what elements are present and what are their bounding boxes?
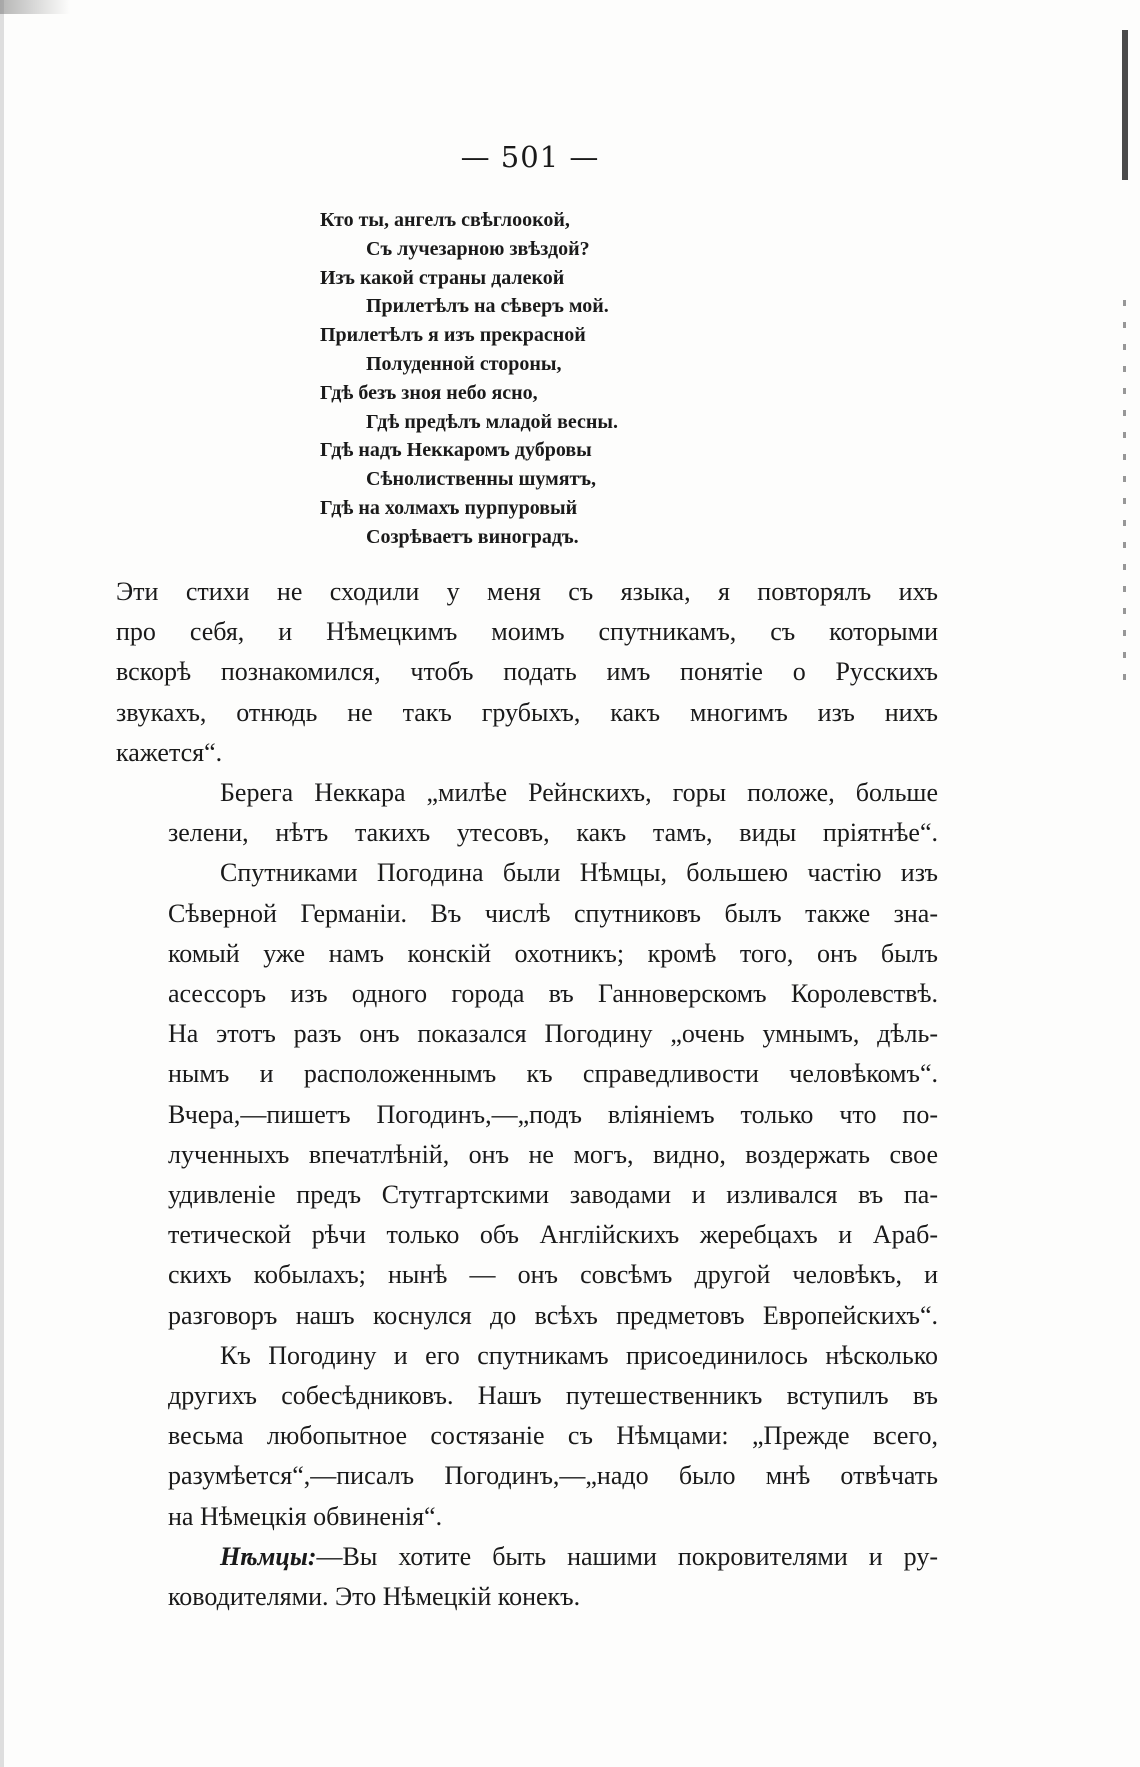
poem-line: Гдѣ предѣлъ младой весны.	[366, 410, 619, 433]
text-line: зелени, нѣтъ такихъ утесовъ, какъ тамъ, виды пріятнѣе“.	[168, 818, 938, 848]
text-line	[116, 1537, 938, 1577]
poem-line: Гдѣ надъ Неккаромъ дубровы	[320, 439, 592, 462]
text-line: Эти стихи не сходили у меня съ языка, я повторялъ ихъ	[116, 577, 938, 606]
poem-line: Прилетѣлъ на сѣверъ мой.	[366, 295, 609, 318]
text-line: Сѣверной Германіи. Въ числѣ спутниковъ былъ также зна-	[168, 898, 938, 928]
paragraph-5	[116, 1537, 938, 1617]
text-line: весьма любопытное состязаніе съ Нѣмцами: „Прежде всего,	[168, 1421, 938, 1451]
text-line: Берега Неккара „милѣе Рейнскихъ, горы положе, больше	[220, 778, 938, 808]
text-line: звукахъ, отнюдь не такъ грубыхъ, какъ многимъ изъ нихъ	[116, 697, 938, 727]
poem-line: Гдѣ на холмахъ пурпуровый	[320, 496, 578, 519]
text-line: Къ Погодину и его спутникамъ присоединилось нѣсколько	[220, 1340, 938, 1370]
paragraph-2	[116, 773, 938, 853]
poem-line: Кто ты, ангелъ свѣглоокой,	[320, 209, 570, 231]
poem-line: Сѣнолиственны шумятъ,	[366, 468, 597, 491]
scan-binding-mark	[1122, 30, 1128, 180]
poem-line: Созрѣваетъ виноградъ.	[366, 525, 579, 548]
page-number: — 501 —	[460, 140, 600, 174]
poem-block	[320, 206, 720, 552]
speaker-label: Нѣмцы:	[220, 1541, 317, 1571]
text-line: ководителями. Это Нѣмецкій конекъ.	[168, 1582, 581, 1612]
text-line: Спутниками Погодина были Нѣмцы, большею частію изъ	[220, 858, 938, 888]
text-line: разговоръ нашъ коснулся до всѣхъ предметовъ Европейскихъ“.	[168, 1300, 938, 1330]
text-line: нымъ и расположеннымъ къ справедливости человѣкомъ“.	[168, 1059, 938, 1089]
text-line: удивленіе предъ Стутгартскими заводами и изливался въ па-	[168, 1180, 938, 1210]
poem-line: Съ лучезарною звѣздой?	[366, 237, 590, 260]
text-line: разумѣется“,—писалъ Погодинъ,—„надо было мнѣ отвѣчать	[168, 1461, 938, 1491]
text-line: кажется“.	[116, 737, 223, 767]
paragraph-3	[116, 853, 938, 1335]
poem-line: Гдѣ безъ зноя небо ясно,	[320, 381, 538, 404]
text-line: про себя, и Нѣмецкимъ моимъ спутникамъ, съ которыми	[116, 617, 938, 647]
text-line: комый уже намъ конскій охотникъ; кромѣ того, онъ былъ	[168, 938, 938, 968]
text-line: лученныхъ впечатлѣній, онъ не могъ, видно, воздержать свое	[168, 1139, 938, 1169]
text-line: на Нѣмецкія обвиненія“.	[168, 1501, 443, 1531]
poem-line: Изъ какой страны далекой	[320, 266, 565, 289]
text-line: асессоръ изъ одного города въ Ганноверскомъ Королевствѣ.	[168, 979, 938, 1009]
paragraph-4	[116, 1336, 938, 1537]
text-line: вскорѣ познакомился, чтобъ подать имъ понятіе о Русскихъ	[116, 657, 938, 687]
dialogue-text: —Вы хотите быть нашими покровителями и ру-	[316, 1541, 938, 1571]
text-line: Вчера,—пишетъ Погодинъ,—„подъ вліяніемъ только что по-	[168, 1099, 938, 1129]
poem-line: Прилетѣлъ я изъ прекрасной	[320, 324, 586, 347]
text-line: На этотъ разъ онъ показался Погодину „очень умнымъ, дѣль-	[168, 1019, 938, 1049]
text-line: тетической рѣчи только объ Англійскихъ жеребцахъ и Араб-	[168, 1220, 938, 1250]
scan-corner-artifact	[0, 0, 70, 14]
paragraph-1	[116, 572, 938, 773]
scan-binding-dots	[1123, 300, 1126, 680]
body-text	[116, 572, 938, 1617]
scan-edge-shadow	[0, 0, 4, 1767]
poem-line: Полуденной стороны,	[366, 352, 562, 375]
text-line: скихъ кобылахъ; нынѣ — онъ совсѣмъ другой человѣкъ, и	[168, 1260, 938, 1290]
text-line: другихъ собесѣдниковъ. Нашъ путешественникъ вступилъ въ	[168, 1381, 938, 1411]
